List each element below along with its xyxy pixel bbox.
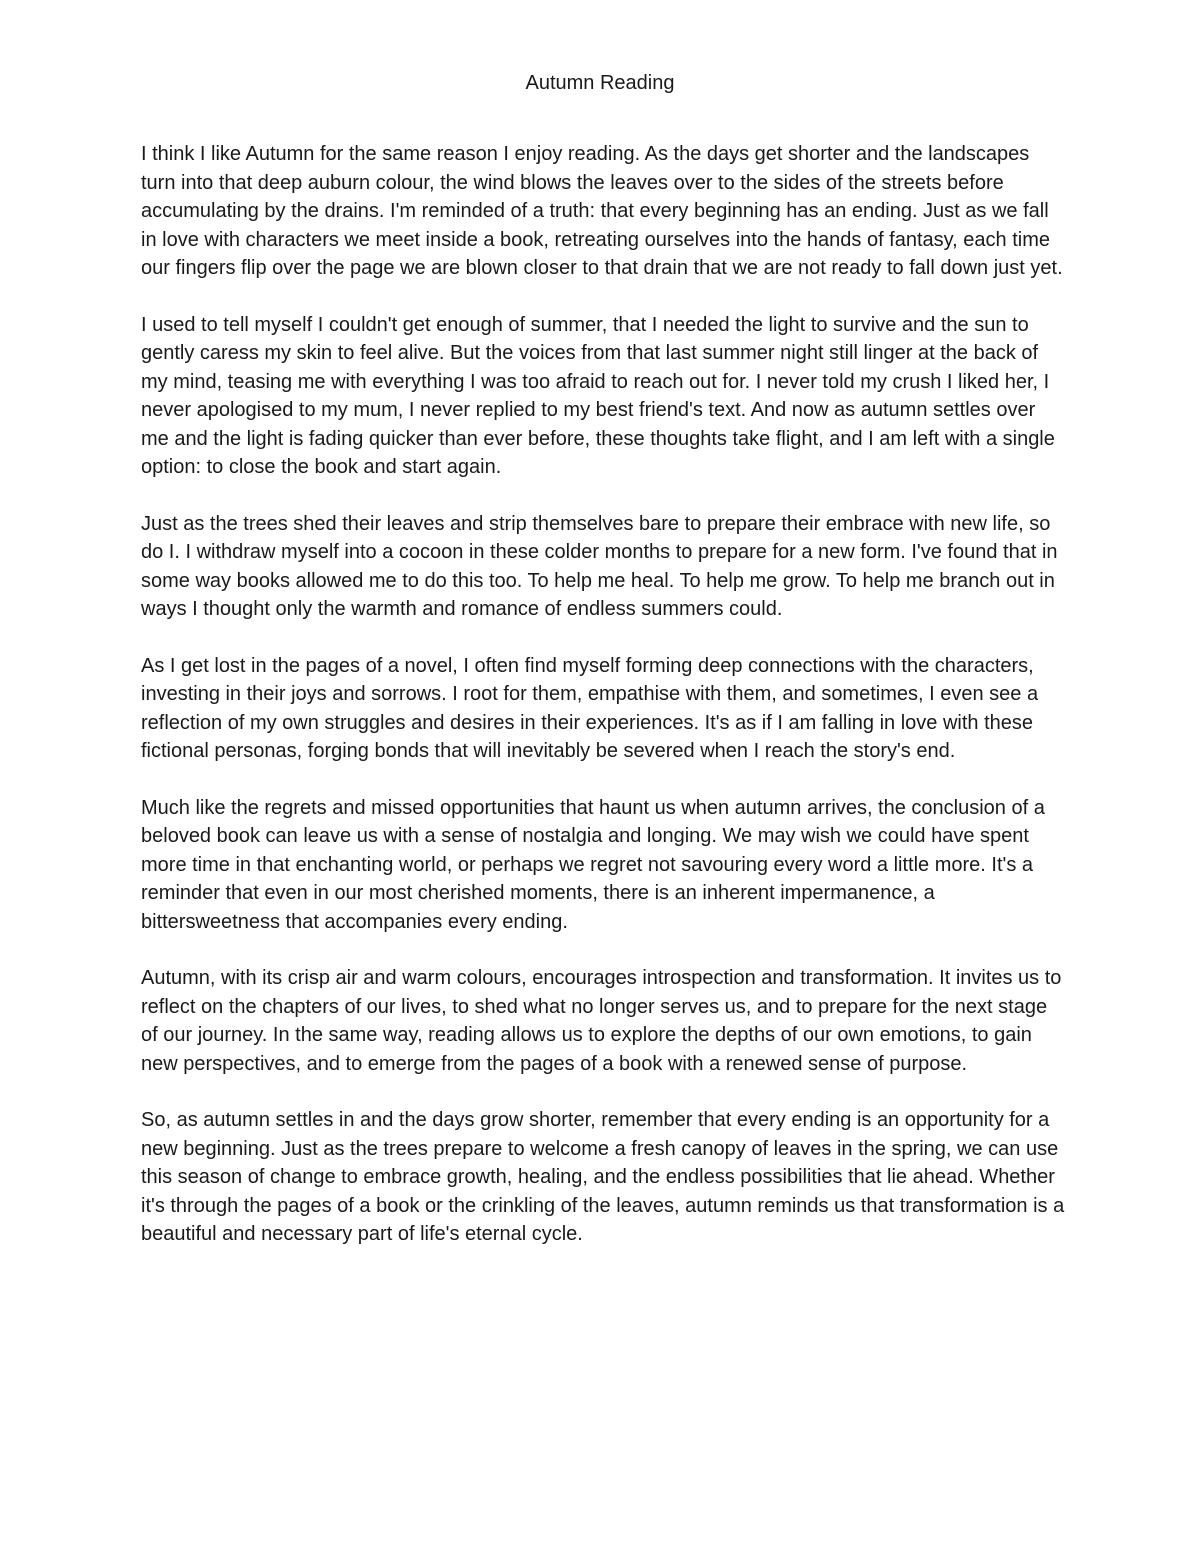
document-title: Autumn Reading bbox=[525, 72, 675, 94]
paragraph-6: Autumn, with its crisp air and warm colours, encourages introspection and transformation. It invites us to reflect on the chapters of our lives, to shed what no longer serves us, and to prepare for the next stage of our journey. In the same way, reading allows us to explore the depths of our own emotions, to gain new perspectives, and to emerge from the pages of a book with a renewed sense of purpose. bbox=[141, 967, 1062, 1075]
document-body bbox=[141, 140, 1066, 1277]
paragraph-3: Just as the trees shed their leaves and strip themselves bare to prepare their embrace with new life, so do I. I withdraw myself into a cocoon in these colder months to prepare for a new form. I've found that in some way books allowed me to do this too. To help me heal. To help me grow. To help me branch out in ways I thought only the warmth and romance of endless summers could. bbox=[141, 512, 1058, 620]
paragraph-7: So, as autumn settles in and the days grow shorter, remember that every ending is an opportunity for a new beginning. Just as the trees prepare to welcome a fresh canopy of leaves in the spring, we can use this season of change to embrace growth, healing, and the endless possibilities that lie ahead. Whether it's through the pages of a book or the crinkling of the leaves, autumn reminds us that transformation is a beautiful and necessary part of life's eternal cycle. bbox=[141, 1109, 1065, 1245]
paragraph-4: As I get lost in the pages of a novel, I often find myself forming deep connections with the characters, investing in their joys and sorrows. I root for them, empathise with them, and sometimes, I even see a reflection of my own struggles and desires in their experiences. It's as if I am falling in love with these fictional personas, forging bonds that will inevitably be severed when I reach the story's end. bbox=[141, 654, 1039, 762]
paragraph-2: I used to tell myself I couldn't get enough of summer, that I needed the light to survive and the sun to gently caress my skin to feel alive. But the voices from that last summer night still linger at the back of my mind, teasing me with everything I was too afraid to reach out for. I never told my crush I liked her, I never apologised to my mum, I never replied to my best friend's text. And now as autumn settles over me and the light is fading quicker than ever before, these thoughts take flight, and I am left with a single option: to close the book and start again. bbox=[141, 313, 1055, 478]
paragraph-1: I think I like Autumn for the same reason I enjoy reading. As the days get shorter and the landscapes turn into that deep auburn colour, the wind blows the leaves over to the sides of the streets before accumulating by the drains. I'm reminded of a truth: that every beginning has an ending. Just as we fall in love with characters we meet inside a book, retreating ourselves into the hands of fantasy, each time our fingers flip over the page we are blown closer to that drain that we are not ready to fall down just yet. bbox=[141, 143, 1063, 279]
paragraph-5: Much like the regrets and missed opportunities that haunt us when autumn arrives, the conclusion of a beloved book can leave us with a sense of nostalgia and longing. We may wish we could have spent more time in that enchanting world, or perhaps we regret not savouring every word a little more. It's a reminder that even in our most cherished moments, there is an inherent impermanence, a bittersweetness that accompanies every ending. bbox=[141, 796, 1045, 933]
